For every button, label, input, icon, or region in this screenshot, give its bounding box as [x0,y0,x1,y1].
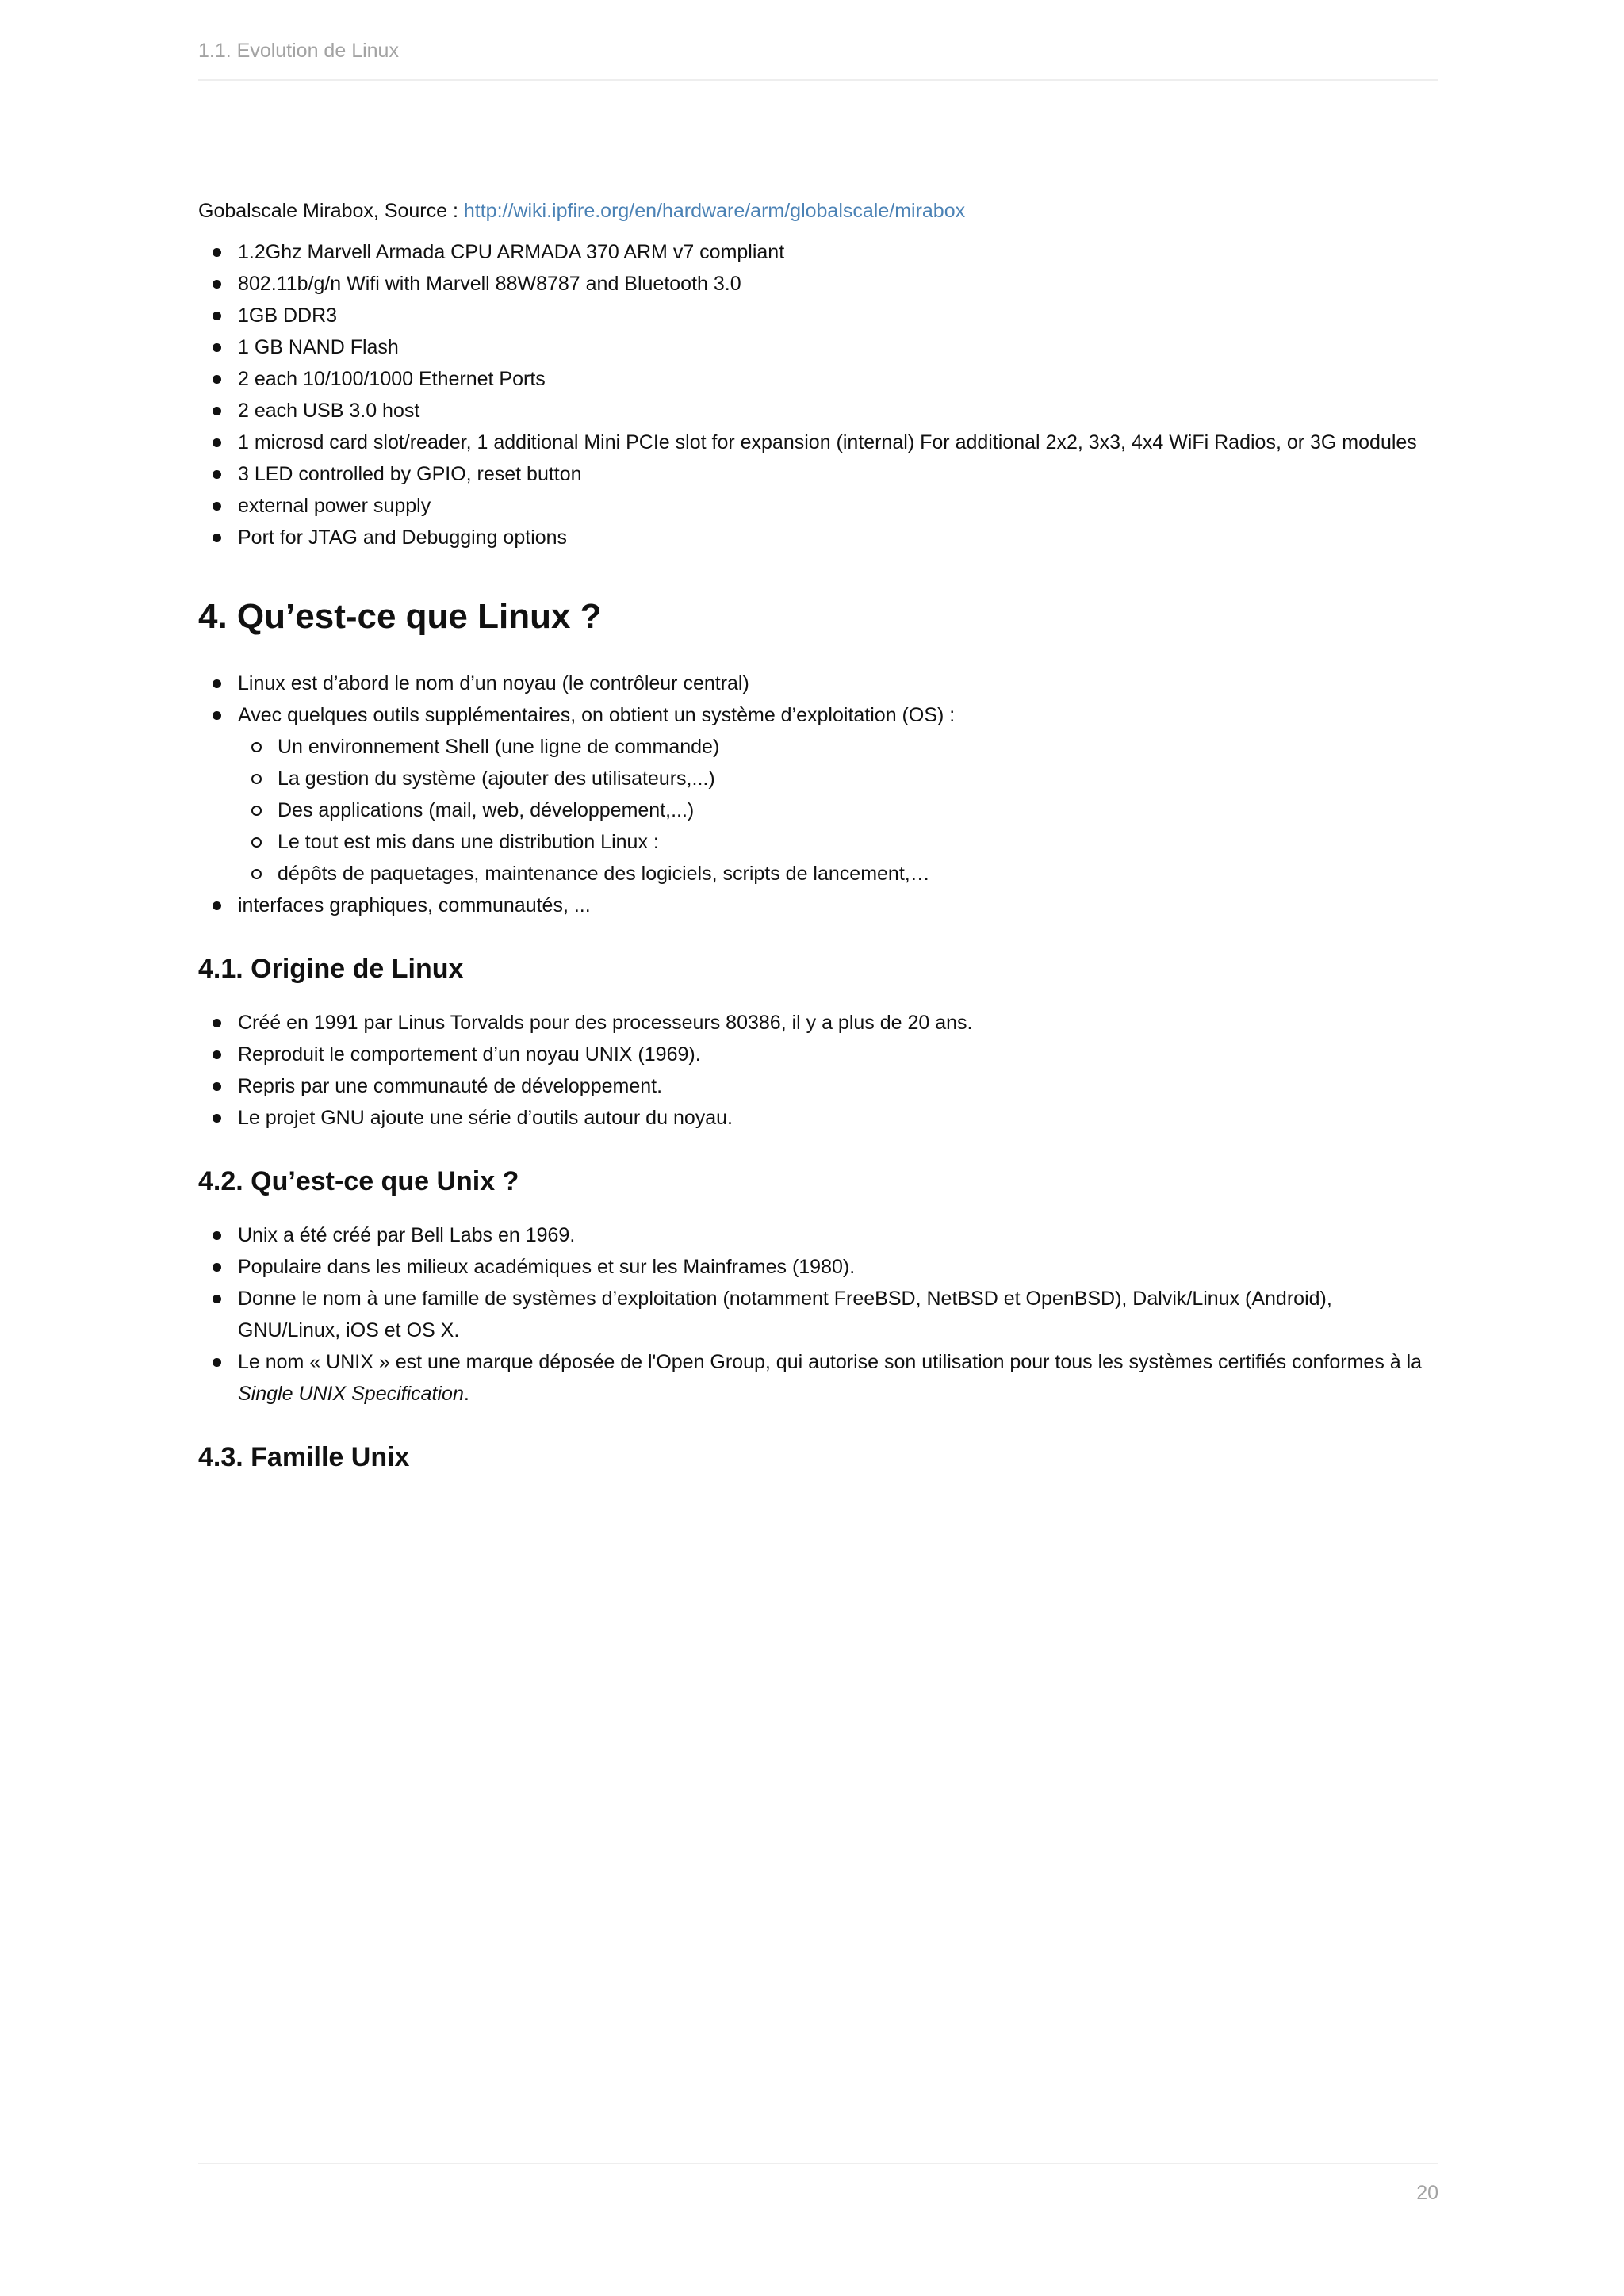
page-footer [198,2163,1438,2204]
page-number: 20 [1416,2182,1438,2204]
section-4-1-list [198,1007,1438,1134]
bullet-icon [213,1231,221,1240]
bullet-icon [213,248,221,257]
list-item-text: Un environnement Shell (une ligne de commande) [278,736,720,758]
bullet-icon [213,280,221,289]
list-item [198,522,1438,553]
list-item [198,331,1438,363]
bullet-icon [213,1114,221,1123]
list-item [198,1219,1438,1251]
running-title: 1.1. Evolution de Linux [198,40,399,62]
list-item-text: dépôts de paquetages, maintenance des logiciels, scripts de lancement,… [278,863,930,885]
list-item [198,699,1438,890]
list-item-text: 2 each 10/100/1000 Ethernet Ports [238,368,546,390]
list-item [198,458,1438,490]
section-4-list [198,668,1438,921]
list-item-text: 1 microsd card slot/reader, 1 additional Mini PCIe slot for expansion (internal) For additional 2x2, 3x3, 4x4 WiFi Radios, or 3G modules [238,431,1417,453]
list-item-text: 1GB DDR3 [238,304,338,327]
circle-bullet-icon [251,806,262,816]
list-item-text: La gestion du système (ajouter des utilisateurs,...) [278,767,715,790]
list-item [198,268,1438,300]
source-link[interactable]: http://wiki.ipfire.org/en/hardware/arm/globalscale/mirabox [463,200,966,222]
bullet-icon [213,502,221,511]
emphasis-text: Single UNIX Specification [238,1383,464,1405]
section-4-1-heading: 4.1. Origine de Linux [198,954,464,984]
circle-bullet-icon [251,742,262,752]
list-item-text: Des applications (mail, web, développement,...) [278,799,695,821]
list-item-text: Avec quelques outils supplémentaires, on obtient un système d’exploitation (OS) : [238,704,956,726]
list-item [198,427,1438,458]
nested-list-item [238,794,1438,826]
list-item [198,1102,1438,1134]
list-item-text-end: . [463,1383,469,1405]
bullet-icon [213,407,221,415]
circle-bullet-icon [251,837,262,848]
list-item-text: 1.2Ghz Marvell Armada CPU ARMADA 370 ARM v7 compliant [238,241,785,263]
bullet-icon [213,711,221,720]
bullet-icon [213,1358,221,1367]
bullet-icon [213,470,221,479]
list-item-text: interfaces graphiques, communautés, ... [238,894,591,916]
nested-list-item [238,826,1438,858]
list-item-text: Le tout est mis dans une distribution Linux : [278,831,659,853]
list-item [198,1283,1438,1346]
section-4-2-list [198,1219,1438,1410]
list-item-text: Linux est d’abord le nom d’un noyau (le contrôleur central) [238,672,749,695]
list-item-text: Reproduit le comportement d’un noyau UNIX (1969). [238,1043,701,1066]
list-item [198,490,1438,522]
bullet-icon [213,1082,221,1091]
bullet-icon [213,901,221,910]
nested-list-item [238,731,1438,763]
list-item [198,1070,1438,1102]
bullet-icon [213,343,221,352]
bullet-icon [213,312,221,320]
caption-text: Gobalscale Mirabox, Source : [198,200,464,222]
spec-list [198,236,1438,553]
bullet-icon [213,1019,221,1027]
bullet-icon [213,1295,221,1303]
nested-list-item [238,858,1438,890]
list-item [198,1007,1438,1039]
list-item-text: Unix a été créé par Bell Labs en 1969. [238,1224,576,1246]
section-4-2-heading: 4.2. Qu’est-ce que Unix ? [198,1166,519,1196]
list-item-text: Créé en 1991 par Linus Torvalds pour des processeurs 80386, il y a plus de 20 ans. [238,1012,973,1034]
list-item [198,300,1438,331]
list-item-text: 802.11b/g/n Wifi with Marvell 88W8787 and Bluetooth 3.0 [238,273,741,295]
list-item [198,236,1438,268]
list-item [198,395,1438,427]
list-item [198,363,1438,395]
list-item [198,668,1438,699]
bullet-icon [213,438,221,447]
section-4-heading: 4. Qu’est-ce que Linux ? [198,597,602,636]
bullet-icon [213,1050,221,1059]
nested-list-item [238,763,1438,794]
list-item-text: Port for JTAG and Debugging options [238,526,568,549]
list-item-text: Repris par une communauté de développement. [238,1075,663,1097]
list-item-text: Le projet GNU ajoute une série d’outils autour du noyau. [238,1107,733,1129]
figure-caption [198,195,1438,227]
section-4-3-heading: 4.3. Famille Unix [198,1442,410,1472]
bullet-icon [213,375,221,384]
list-item-text: 2 each USB 3.0 host [238,400,420,422]
list-item-text: 1 GB NAND Flash [238,336,399,358]
nested-list [238,731,1438,890]
list-item [198,1039,1438,1070]
list-item [198,1251,1438,1283]
bullet-icon [213,534,221,542]
list-item [198,890,1438,921]
list-item-text: Le nom « UNIX » est une marque déposée de l'Open Group, qui autorise son utilisation pour tous les systèmes certifiés conformes à la [238,1351,1423,1373]
list-item [198,1346,1438,1410]
page-content [198,195,1438,1495]
page-header [198,35,1438,81]
circle-bullet-icon [251,869,262,879]
list-item-text: Populaire dans les milieux académiques et sur les Mainframes (1980). [238,1256,856,1278]
list-item-text: Donne le nom à une famille de systèmes d’exploitation (notamment FreeBSD, NetBSD et OpenBSD), Dalvik/Linux (Android), GNU/Linux, iOS et OS X. [238,1288,1332,1341]
bullet-icon [213,1263,221,1272]
circle-bullet-icon [251,774,262,784]
list-item-text: external power supply [238,495,431,517]
list-item-text: 3 LED controlled by GPIO, reset button [238,463,582,485]
bullet-icon [213,679,221,688]
